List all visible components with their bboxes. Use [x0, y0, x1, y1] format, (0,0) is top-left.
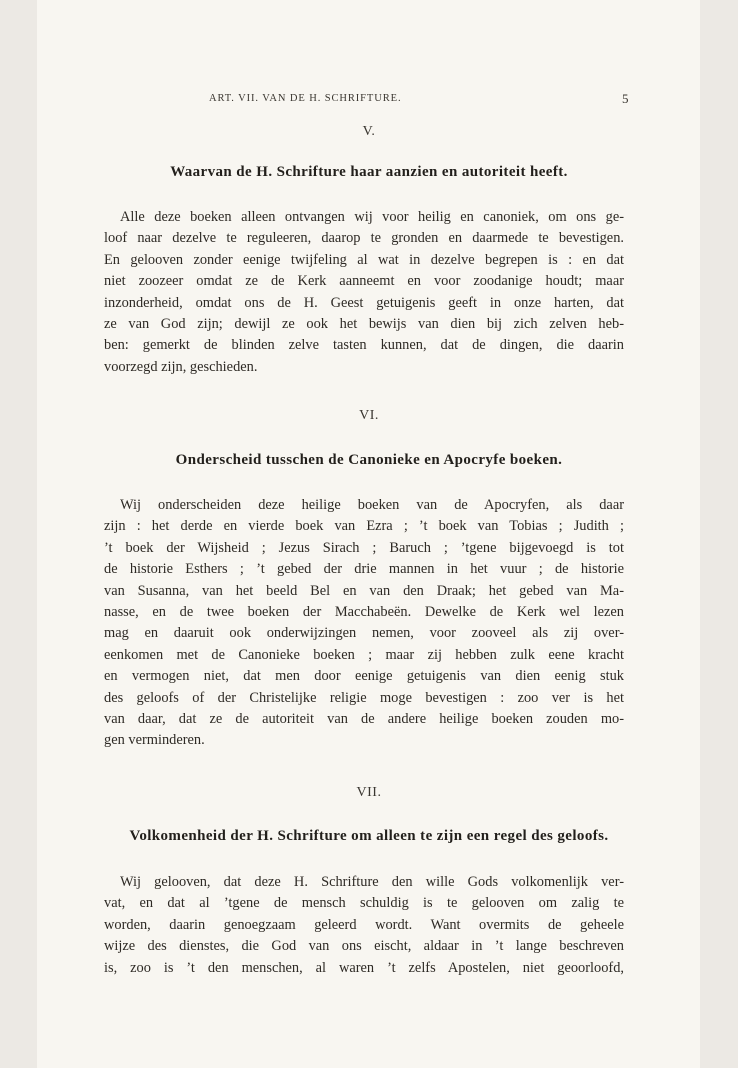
page-number: 5	[622, 91, 629, 106]
text-line: worden, daarin genoegzaam geleerd wordt. Want overmits de geheele	[104, 916, 624, 933]
text-line: is, zoo is ’t den menschen, al waren ’t zelfs Apostelen, niet geoorloofd,	[104, 959, 624, 976]
text-line: eenkomen met de Canonieke boeken ; maar zij hebben zulk eene kracht	[104, 646, 624, 663]
section-numeral-vi: VI.	[359, 408, 379, 423]
text-line: loof naar dezelve te reguleeren, daarop te gronden en daarmede te bevestigen.	[104, 230, 624, 247]
text-line: En gelooven zonder eenige twijfeling al wat in dezelve begrepen is : en dat	[104, 251, 624, 268]
text-line: niet zoozeer omdat ze de Kerk aanneemt en voor zoodanige houdt; maar	[104, 273, 624, 290]
section-body-vi	[104, 495, 624, 752]
text-line: van daar, dat ze de autoriteit van de andere heilige boeken zouden mo-	[104, 711, 624, 728]
section-title-vii: Volkomenheid der H. Schrifture om alleen te zijn een regel des geloofs.	[129, 828, 609, 844]
text-line: van Susanna, van het beeld Bel en van den Draak; het gebed van Ma-	[104, 582, 624, 599]
scan-margin-left	[0, 0, 37, 1068]
text-line: de historie Esthers ; ’t gebed der drie mannen in het vuur ; de historie	[104, 561, 624, 578]
section-body-vii	[104, 872, 624, 979]
text-line: wijze des dienstes, die God van ons eischt, aldaar in ’t lange beschreven	[104, 938, 624, 955]
text-line: des geloofs of der Christelijke religie moge bevestigen : zoo ver is het	[104, 689, 624, 706]
section-body-v	[104, 207, 624, 378]
text-line: ’t boek der Wijsheid ; Jezus Sirach ; Baruch ; ’tgene bijgevoegd is tot	[104, 539, 624, 556]
text-line: inzonderheid, omdat ons de H. Geest getuigenis geeft in onze harten, dat	[104, 294, 624, 311]
text-line: en vermogen niet, dat men door eenige getuigenis van dien eenig stuk	[104, 668, 624, 685]
section-numeral-v: V.	[362, 124, 376, 139]
text-line: ben: gemerkt de blinden zelve tasten kunnen, dat de dingen, die daarin	[104, 337, 624, 354]
text-line: nasse, en de twee boeken der Macchabeën. Dewelke de Kerk wel lezen	[104, 604, 624, 621]
text-line: gen verminderen.	[104, 732, 205, 749]
text-line: voorzegd zijn, geschieden.	[104, 358, 258, 375]
text-line: zijn : het derde en vierde boek van Ezra ; ’t boek van Tobias ; Judith ;	[104, 518, 624, 535]
text-line: Wij gelooven, dat deze H. Schrifture den wille Gods volkomenlijk ver-	[120, 874, 624, 890]
text-line: Alle deze boeken alleen ontvangen wij voor heilig en canoniek, om ons ge-	[120, 209, 624, 225]
section-numeral-vii: VII.	[356, 785, 382, 800]
section-title-v: Waarvan de H. Schrifture haar aanzien en autoriteit heeft.	[170, 164, 568, 180]
text-line: ze van God zijn; dewijl ze ook het bewijs van dien bij zich zelven heb-	[104, 316, 624, 333]
running-head: ART. VII. VAN DE H. SCHRIFTURE.	[209, 93, 402, 104]
text-line: Wij onderscheiden deze heilige boeken van de Apocryfen, als daar	[120, 497, 624, 513]
section-title-vi: Onderscheid tusschen de Canonieke en Apocryfe boeken.	[175, 452, 563, 468]
text-line: vat, en dat al ’tgene de mensch schuldig is te gelooven om zalig te	[104, 895, 624, 912]
text-line: mag en daaruit ook onderwijzingen nemen, voor zooveel als zij over-	[104, 625, 624, 642]
scan-margin-right	[700, 0, 738, 1068]
